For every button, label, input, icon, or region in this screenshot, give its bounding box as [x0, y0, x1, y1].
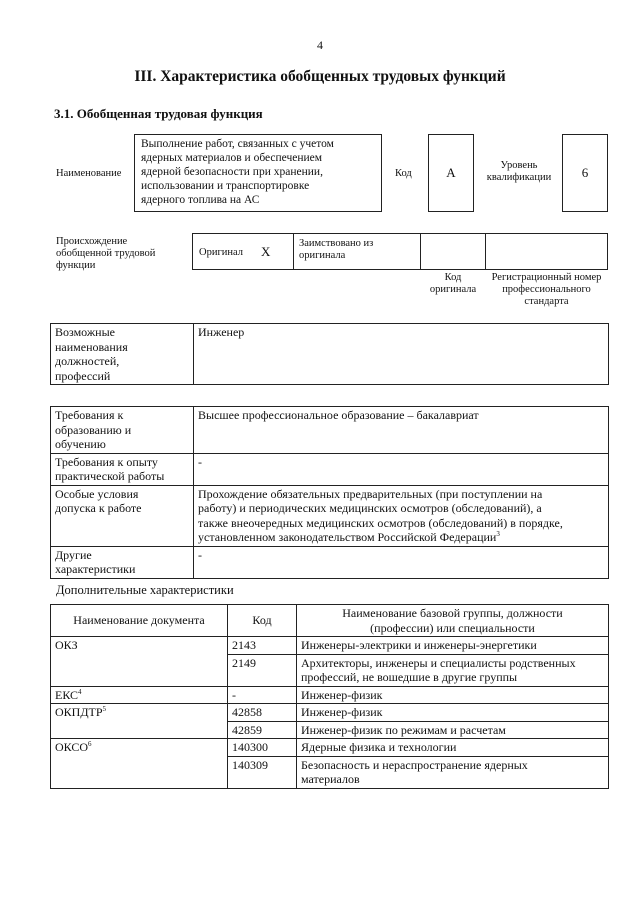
doc-text: ОКПДТР: [55, 705, 103, 719]
doc-cell: [51, 637, 228, 687]
level-label-line: квалификации: [486, 172, 552, 183]
doc-cell: [51, 739, 228, 789]
requirement-label: [51, 453, 194, 485]
code-cell: 42858: [228, 704, 297, 722]
label-line: должностей,: [55, 354, 120, 368]
requirement-label: [51, 546, 194, 578]
requirement-value: [194, 453, 609, 485]
code-cell: 42859: [228, 721, 297, 739]
code-cell: 140309: [228, 756, 297, 788]
label-line: Другие: [55, 547, 92, 562]
original-label: Оригинал: [199, 247, 243, 258]
name-line: материалов: [301, 772, 360, 786]
value-line: [198, 530, 604, 545]
level-value: 6: [581, 165, 589, 180]
doc-text: ОКЗ: [55, 638, 78, 652]
requirement-value: [194, 546, 609, 578]
caption-line: оригинала: [429, 284, 477, 295]
requirement-row: [51, 407, 609, 454]
doc-cell: [51, 704, 228, 739]
code-value: А: [446, 165, 456, 180]
value-line: Высшее профессиональное образование – бакалавриат: [198, 408, 479, 422]
header-name: [297, 605, 609, 637]
name-cell: [297, 686, 609, 704]
name-label: Наименование: [56, 168, 122, 179]
origin-label: [56, 236, 155, 272]
borrowed-label-line: Заимствовано из: [299, 238, 374, 249]
name-cell: [297, 654, 609, 686]
origin-label-line: функции: [56, 260, 96, 271]
requirement-value: [194, 407, 609, 454]
original-code-box: [420, 233, 486, 270]
label-line: Требования к опыту: [55, 454, 158, 469]
requirement-value: [194, 485, 609, 546]
positions-label: [51, 324, 194, 385]
name-cell: [297, 704, 609, 722]
code-cell: 2143: [228, 637, 297, 655]
requirement-label: [51, 485, 194, 546]
doc-cell: [51, 686, 228, 704]
header-doc: Наименование документа: [51, 605, 228, 637]
label-line: Особые условия: [55, 486, 139, 501]
code-label: Код: [395, 168, 412, 179]
requirements-table: [50, 406, 609, 579]
extra-table: [50, 604, 609, 789]
table-row: [51, 704, 609, 722]
value-line: Прохождение обязательных предварительных (при поступлении на: [198, 486, 543, 501]
caption-line: стандарта: [524, 296, 569, 307]
caption-line: Регистрационный номер: [491, 272, 602, 283]
function-name-line: ядерных материалов и обеспечением: [141, 152, 323, 164]
name-cell: [297, 756, 609, 788]
section-title: III. Характеристика обобщенных трудовых функций: [134, 68, 506, 85]
value-text: установленном законодательством Российской Федерации: [198, 530, 497, 544]
label-line: наименования: [55, 339, 128, 354]
label-line: характеристики: [55, 562, 136, 576]
label-line: образованию и: [55, 422, 132, 437]
value-line: работу) и периодических медицинских осмотров (обследований), а: [198, 501, 542, 515]
function-name-line: использовании и транспортировке: [141, 180, 310, 192]
level-label: [478, 160, 560, 184]
code-cell: 2149: [228, 654, 297, 686]
value-line: -: [198, 454, 202, 469]
requirement-label: [51, 407, 194, 454]
origin-label-line: обобщенной трудовой: [56, 248, 156, 259]
subsection-title: 3.1. Обобщенная трудовая функция: [54, 106, 263, 121]
original-box: [192, 233, 294, 270]
footnote-ref: 5: [102, 705, 107, 713]
header-line: Наименование базовой группы, должности: [342, 606, 563, 620]
label-line: допуска к работе: [55, 501, 142, 515]
doc-text: ЕКС: [55, 687, 79, 702]
value-line: также внеочередных медицинских осмотров (обследований) в порядке,: [198, 515, 563, 530]
table-row: [51, 686, 609, 704]
caption-line: Код: [444, 272, 462, 283]
name-line: профессий, не вошедшие в другие группы: [301, 670, 518, 684]
positions-table: [50, 323, 609, 385]
label-line: Возможные: [55, 325, 115, 339]
code-cell: -: [228, 686, 297, 704]
positions-value: Инженер: [194, 324, 609, 385]
name-line: Безопасность и нераспространение ядерных: [301, 757, 528, 772]
name-cell: [297, 637, 609, 655]
name-line: Инженер-физик по режимам и расчетам: [301, 722, 506, 737]
function-name-line: ядерной безопасности при хранении,: [141, 166, 323, 178]
page-number: 4: [317, 38, 323, 52]
table-row: [51, 637, 609, 655]
function-name-line: ядерного топлива на АС: [141, 194, 260, 206]
footnote-ref: 3: [496, 530, 500, 538]
header-line: (профессии) или специальности: [370, 620, 535, 635]
doc-text: ОКСО: [55, 740, 89, 754]
name-cell: [297, 721, 609, 739]
name-line: Инженер-физик: [301, 705, 383, 719]
footnote-ref: 4: [78, 687, 82, 696]
value-line: -: [198, 547, 202, 562]
label-line: профессий: [55, 368, 111, 383]
original-mark: X: [261, 244, 271, 259]
label-line: практической работы: [55, 469, 165, 483]
header-code: Код: [228, 605, 297, 637]
code-cell: 140300: [228, 739, 297, 757]
function-name-line: Выполнение работ, связанных с учетом: [141, 138, 334, 150]
extra-header-row: [51, 605, 609, 637]
level-label-line: Уровень: [500, 160, 538, 171]
name-cell: [297, 739, 609, 757]
registration-number-caption: [485, 272, 608, 308]
registration-number-box: [485, 233, 608, 270]
function-name-box: [134, 134, 382, 212]
table-row: [51, 739, 609, 757]
name-line: Инженер-физик: [301, 687, 383, 702]
level-value-box: [562, 134, 608, 212]
positions-row: [51, 324, 609, 385]
requirement-row: [51, 453, 609, 485]
borrowed-box: [293, 233, 421, 270]
requirement-row: [51, 546, 609, 578]
caption-line: профессионального: [502, 284, 591, 295]
code-original-caption: [420, 272, 486, 296]
label-line: Требования к: [55, 408, 124, 422]
footnote-ref: 6: [88, 740, 92, 748]
origin-label-line: Происхождение: [56, 236, 128, 247]
code-value-box: [428, 134, 474, 212]
extra-title: Дополнительные характеристики: [56, 583, 234, 597]
name-line: Архитекторы, инженеры и специалисты родственных: [301, 655, 576, 670]
name-line: Ядерные физика и технологии: [301, 740, 457, 754]
name-line: Инженеры-электрики и инженеры-энергетики: [301, 638, 537, 652]
label-line: обучению: [55, 437, 106, 451]
requirement-row: [51, 485, 609, 546]
borrowed-label-line: оригинала: [299, 250, 346, 261]
